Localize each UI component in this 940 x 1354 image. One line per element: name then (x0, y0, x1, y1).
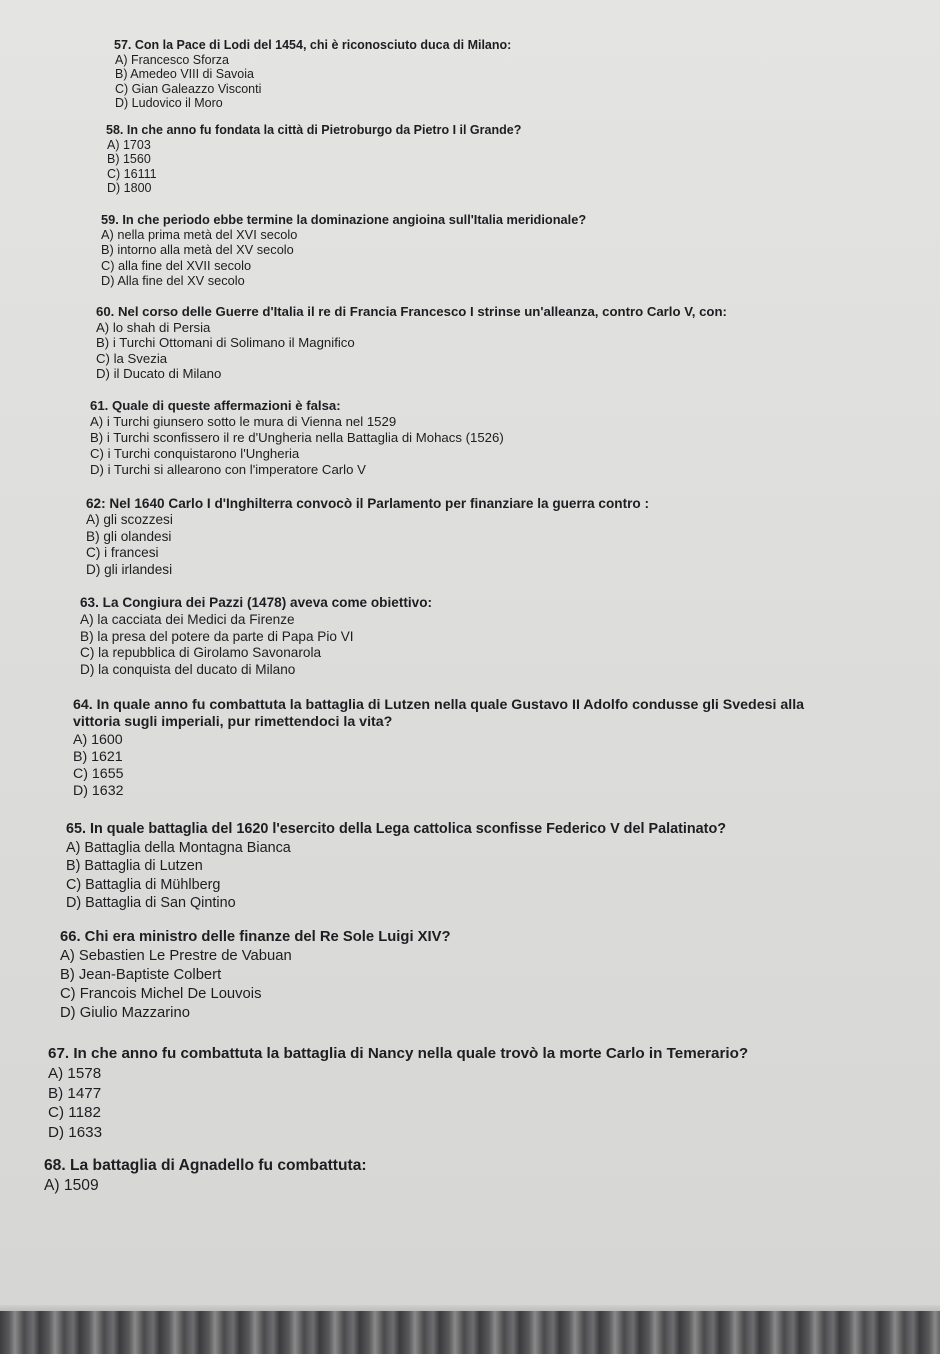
answer-option: B) 1477 (48, 1084, 102, 1102)
question-66 (60, 928, 451, 1023)
question-65 (66, 820, 726, 913)
answer-option: A) 1600 (73, 731, 123, 748)
question-57 (114, 38, 511, 111)
question-58 (106, 123, 521, 196)
answer-option: B) Jean-Baptiste Colbert (60, 967, 222, 983)
answer-option: D) Giulio Mazzarino (60, 1005, 190, 1021)
answer-option: A) 1578 (48, 1064, 102, 1082)
answer-option: B) intorno alla metà del XV secolo (101, 242, 294, 258)
question-64 (73, 697, 804, 801)
question-63 (80, 595, 432, 679)
question-stem: 67. In che anno fu combattuta la battaglia di Nancy nella quale trovò la morte Carlo in Temerario? (48, 1045, 749, 1062)
answer-option: D) la conquista del ducato di Milano (80, 662, 296, 678)
question-stem-continued: vittoria sugli imperiali, pur rimettendoci la vita? (73, 714, 393, 731)
answer-option: A) la cacciata dei Medici da Firenze (80, 611, 295, 627)
answer-option: C) Gian Galeazzo Visconti (115, 81, 262, 96)
question-stem: 64. In quale anno fu combattuta la battaglia di Lutzen nella quale Gustavo II Adolfo condusse gli Svedesi alla (73, 697, 805, 713)
question-stem: 60. Nel corso delle Guerre d'Italia il re di Francia Francesco I strinse un'alleanza, contro Carlo V, con: (96, 304, 727, 319)
answer-option: B) 1621 (73, 748, 123, 765)
answer-option: B) 1560 (107, 152, 151, 167)
question-68 (44, 1156, 367, 1196)
answer-option: A) Francesco Sforza (115, 52, 229, 67)
answer-option: D) gli irlandesi (86, 561, 173, 577)
answer-option: D) 1800 (107, 181, 152, 196)
answer-option: C) i Turchi conquistarono l'Ungheria (90, 446, 300, 461)
answer-option: C) 1182 (48, 1104, 101, 1122)
answer-option: B) i Turchi sconfissero il re d'Ungheria nella Battaglia di Mohacs (1526) (90, 430, 504, 445)
answer-option: A) gli scozzesi (86, 512, 173, 528)
answer-option: C) la Svezia (96, 350, 168, 366)
answer-option: A) i Turchi giunsero sotto le mura di Vienna nel 1529 (90, 414, 397, 429)
answer-option: A) 1703 (107, 137, 151, 152)
floor-background (0, 1311, 940, 1354)
answer-option: D) il Ducato di Milano (96, 366, 222, 382)
answer-option: B) Battaglia di Lutzen (66, 858, 203, 875)
question-62 (86, 496, 649, 578)
question-stem: 59. In che periodo ebbe termine la dominazione angioina sull'Italia meridionale? (101, 212, 587, 227)
answer-option: D) Alla fine del XV secolo (101, 272, 245, 288)
question-stem: 66. Chi era ministro delle finanze del Re Sole Luigi XIV? (60, 929, 451, 945)
question-60 (96, 304, 727, 382)
answer-option: C) la repubblica di Girolamo Savonarola (80, 645, 322, 661)
answer-option: C) Battaglia di Mühlberg (66, 876, 221, 893)
answer-option: A) lo shah di Persia (96, 319, 211, 335)
question-stem: 57. Con la Pace di Lodi del 1454, chi è riconosciuto duca di Milano: (114, 38, 512, 52)
answer-option: A) Sebastien Le Prestre de Vabuan (60, 948, 292, 964)
question-67 (48, 1044, 748, 1143)
answer-option: D) i Turchi si allearono con l'imperatore Carlo V (90, 462, 366, 477)
answer-option: A) nella prima metà del XVI secolo (101, 227, 298, 243)
answer-option: B) gli olandesi (86, 528, 172, 544)
answer-option: B) i Turchi Ottomani di Solimano il Magnifico (96, 335, 355, 351)
question-stem: 68. La battaglia di Agnadello fu combattuta: (44, 1157, 367, 1174)
answer-option: A) Battaglia della Montagna Bianca (66, 839, 291, 856)
answer-option: C) i francesi (86, 545, 159, 561)
answer-option: C) alla fine del XVII secolo (101, 257, 252, 273)
answer-option: A) 1509 (44, 1177, 99, 1194)
answer-option: D) 1632 (73, 783, 124, 800)
question-stem: 58. In che anno fu fondata la città di Pietroburgo da Pietro I il Grande? (106, 123, 522, 137)
question-59 (101, 212, 586, 288)
answer-option: C) Francois Michel De Louvois (60, 986, 262, 1002)
answer-option: B) Amedeo VIII di Savoia (115, 67, 254, 82)
answer-option: D) Battaglia di San Qintino (66, 895, 236, 912)
answer-option: D) 1633 (48, 1124, 103, 1142)
question-stem: 61. Quale di queste affermazioni è falsa: (90, 398, 341, 413)
question-stem: 63. La Congiura dei Pazzi (1478) aveva come obiettivo: (80, 595, 433, 610)
answer-option: C) 1655 (73, 766, 124, 783)
question-stem: 62: Nel 1640 Carlo I d'Inghilterra convocò il Parlamento per finanziare la guerra contro : (86, 496, 649, 511)
answer-option: D) Ludovico il Moro (115, 96, 223, 111)
answer-option: B) la presa del potere da parte di Papa Pio VI (80, 628, 354, 644)
answer-option: C) 16111 (107, 166, 157, 181)
question-stem: 65. In quale battaglia del 1620 l'esercito della Lega cattolica sconfisse Federico V del Palatinato? (66, 821, 727, 837)
question-61 (90, 398, 504, 478)
